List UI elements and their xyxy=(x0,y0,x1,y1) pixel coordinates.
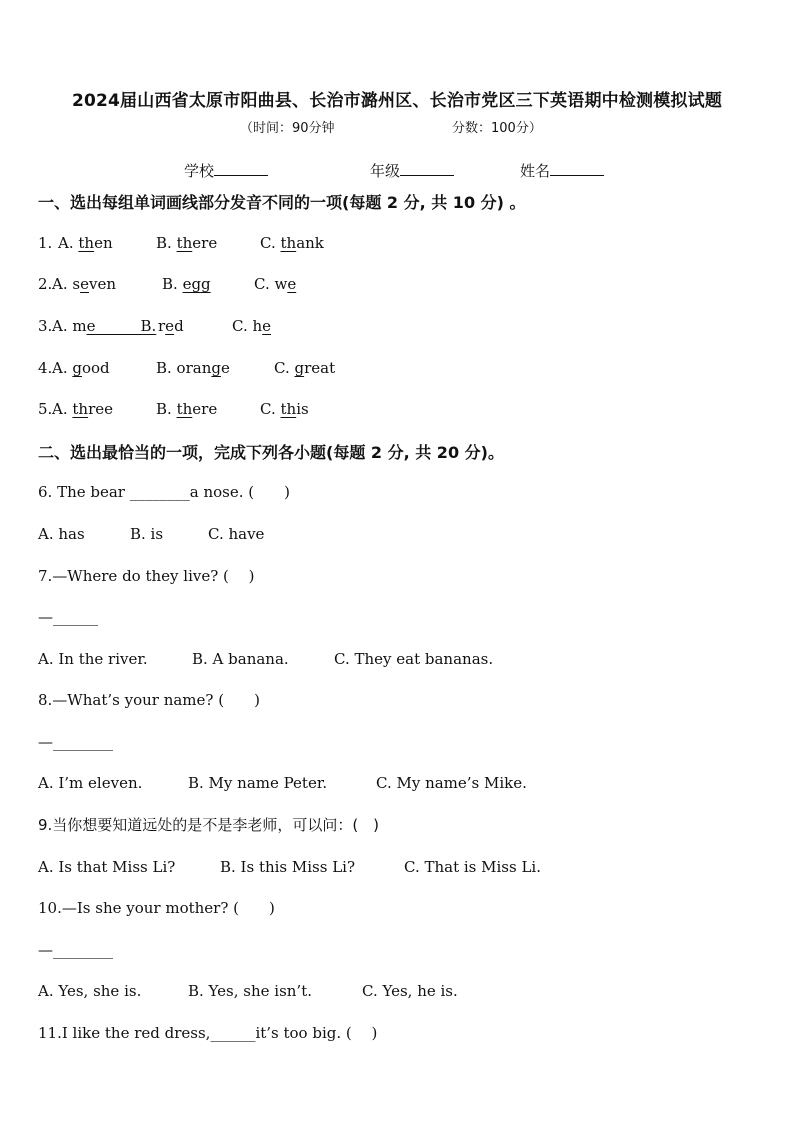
option-c[interactable]: C. That is Miss Li. xyxy=(404,858,541,876)
option-c[interactable]: C. My name’s Mike. xyxy=(376,774,527,792)
option-b[interactable]: B. My name Peter. xyxy=(188,774,328,792)
question-8-reply[interactable]: —________ xyxy=(38,733,113,751)
option-b[interactable]: B. A banana. xyxy=(192,650,289,668)
question-10-stem: 10.—Is she your mother? ( ) xyxy=(38,899,275,917)
option-b[interactable]: red xyxy=(158,317,184,335)
option-c[interactable]: C. we xyxy=(254,275,297,293)
option-c[interactable]: C. have xyxy=(208,525,265,543)
question-6-stem: 6. The bear ________a nose. ( ) xyxy=(38,483,290,501)
option-c[interactable]: C. thank xyxy=(260,234,324,252)
option-b[interactable]: B. is xyxy=(130,525,164,543)
option-b[interactable]: B. there xyxy=(156,234,218,252)
section-1-heading: 一、选出每组单词画线部分发音不同的一项(每题 2 分, 共 10 分) 。 xyxy=(38,193,526,212)
time-limit: （时间：90分钟 xyxy=(240,121,335,136)
question-2: 2. A. seven B. egg C. we xyxy=(38,275,297,293)
question-11-stem: 11.I like the red dress,______it’s too big. ( ) xyxy=(38,1024,378,1042)
question-1: 1. A. then B. there C. thank xyxy=(38,234,324,252)
option-a[interactable]: A. has xyxy=(38,525,85,543)
question-7-stem: 7.—Where do they live? ( ) xyxy=(38,567,255,585)
option-c[interactable]: C. this xyxy=(260,400,309,418)
option-b[interactable]: B. egg xyxy=(162,275,211,293)
option-a[interactable]: A. Is that Miss Li? xyxy=(38,858,176,876)
question-10-reply[interactable]: —________ xyxy=(38,941,113,959)
option-b[interactable]: B. Is this Miss Li? xyxy=(220,858,356,876)
option-a[interactable]: A. then xyxy=(58,234,113,252)
school-field[interactable]: 学校 xyxy=(184,159,268,181)
option-c[interactable]: C. Yes, he is. xyxy=(362,982,458,1000)
question-3: 3. A. me______B. red C. he xyxy=(38,317,272,335)
option-b[interactable]: B. orange xyxy=(156,359,230,377)
option-c[interactable]: C. great xyxy=(274,359,336,377)
total-score: 分数：100分） xyxy=(452,121,542,136)
question-9-stem: 9.当你想要知道远处的是不是李老师，可以问：( ) xyxy=(38,816,380,834)
question-5: 5. A. three B. there C. this xyxy=(38,400,309,418)
question-7-reply[interactable]: —______ xyxy=(38,608,98,626)
option-a[interactable]: A. good xyxy=(52,359,110,377)
question-4: 4. A. good B. orange C. great xyxy=(38,359,336,377)
option-a[interactable]: A. I’m eleven. xyxy=(38,774,143,792)
option-a[interactable]: A. In the river. xyxy=(38,650,148,668)
option-b[interactable]: B. there xyxy=(156,400,218,418)
option-c[interactable]: C. he xyxy=(232,317,272,335)
option-c[interactable]: C. They eat bananas. xyxy=(334,650,494,668)
question-8-stem: 8.—What’s your name? ( ) xyxy=(38,691,260,709)
grade-field[interactable]: 年级 xyxy=(370,159,454,181)
option-b[interactable]: B. Yes, she isn’t. xyxy=(188,982,312,1000)
page-title: 2024届山西省太原市阳曲县、长治市潞州区、长治市党区三下英语期中检测模拟试题 xyxy=(71,91,723,111)
option-a[interactable]: A. three xyxy=(52,400,114,418)
name-field[interactable]: 姓名 xyxy=(520,159,604,181)
option-a[interactable]: A. Yes, she is. xyxy=(38,982,142,1000)
option-a[interactable]: A. me______B. xyxy=(52,317,157,335)
option-a[interactable]: A. seven xyxy=(52,275,116,293)
section-2-heading: 二、选出最恰当的一项，完成下列各小题(每题 2 分, 共 20 分)。 xyxy=(38,443,504,462)
